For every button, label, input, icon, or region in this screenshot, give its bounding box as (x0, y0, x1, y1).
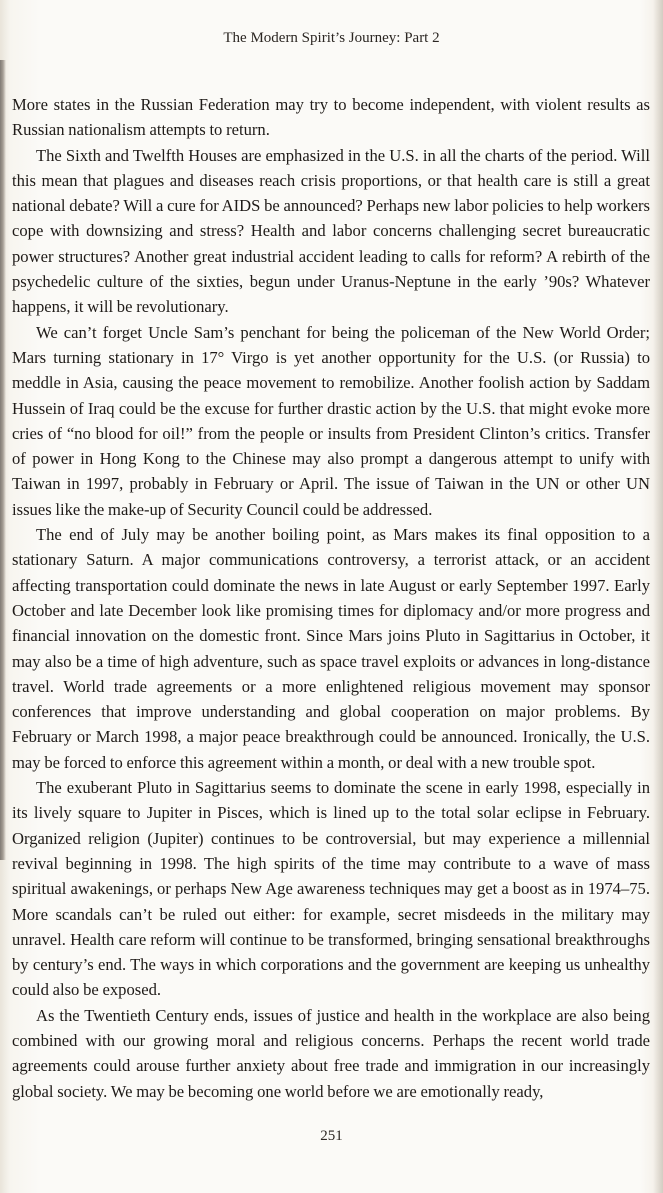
body-text (12, 92, 650, 1104)
paragraph-4: The end of July may be another boiling point, as Mars makes its final opposition to a stationary Saturn. A major communications controversy, a terrorist attack, or an accident affecting transportation could dominate the news in late August or early September 1997. Early October and late December look like promising times for diplomacy and/or more progress and financial innovation on the domestic front. Since Mars joins Pluto in Sagittarius in October, it may also be a time of high adventure, such as space travel exploits or advances in long-distance travel. World trade agreements or a more enlightened religious movement may sponsor conferences that improve understanding and global cooperation on major problems. By February or March 1998, a major peace breakthrough could be announced. Ironically, the U.S. may be forced to enforce this agreement within a month, or deal with a new trouble spot. (12, 525, 650, 772)
paragraph-5: The exuberant Pluto in Sagittarius seems to dominate the scene in early 1998, especially in its lively square to Jupiter in Pisces, which is lined up to the total solar eclipse in February. Organized religion (Jupiter) continues to be controversial, but may experience a millennial revival beginning in 1998. The high spirits of the time may contribute to a wave of mass spiritual awakenings, or perhaps New Age awareness techniques may get a boost as in 1974–75. More scandals can’t be ruled out either: for example, secret misdeeds in the military may unravel. Health care reform will continue to be transformed, bringing sensational breakthroughs by century’s end. The ways in which corporations and the government are keeping us unhealthy could also be exposed. (12, 778, 650, 1000)
paragraph-2: The Sixth and Twelfth Houses are emphasized in the U.S. in all the charts of the period. Will this mean that plagues and diseases reach crisis proportions, or that health care is still a great national debate? Will a cure for AIDS be announced? Perhaps new labor policies to help workers cope with downsizing and stress? Health and labor concerns challenging secret bureaucratic power structures? Another great industrial accident leading to calls for reform? A rebirth of the psychedelic culture of the sixties, begun under Uranus-Neptune in the early ’90s? Whatever happens, it will be revolutionary. (12, 145, 650, 317)
paragraph-6: As the Twentieth Century ends, issues of justice and health in the workplace are also being combined with our growing moral and religious concerns. Perhaps the recent world trade agreements could arouse further anxiety about free trade and immigration in our increasingly global society. We may be becoming one world before we are emotionally ready, (12, 1005, 650, 1101)
running-head: The Modern Spirit’s Journey: Part 2 (223, 30, 440, 46)
paragraph-3: We can’t forget Uncle Sam’s penchant for being the policeman of the New World Order; Mars turning stationary in 17° Virgo is yet another opportunity for the U.S. (or Russia) to meddle in Asia, causing the peace movement to remobilize. Another foolish action by Saddam Hussein of Iraq could be the excuse for further drastic action by the U.S. that might evoke more cries of “no blood for oil!” from the people or insults from President Clinton’s critics. Transfer of power in Hong Kong to the Chinese may also prompt a dangerous attempt to unify with Taiwan in 1997, probably in February or April. The issue of Taiwan in the UN or other UN issues like the make-up of Security Council could be addressed. (12, 322, 650, 519)
page-spine-shadow (0, 60, 6, 860)
page-number: 251 (320, 1128, 343, 1144)
page-edge-shadow (653, 0, 663, 1193)
paragraph-1: More states in the Russian Federation may try to become independent, with violent results as Russian nationalism attempts to return. (12, 95, 650, 140)
